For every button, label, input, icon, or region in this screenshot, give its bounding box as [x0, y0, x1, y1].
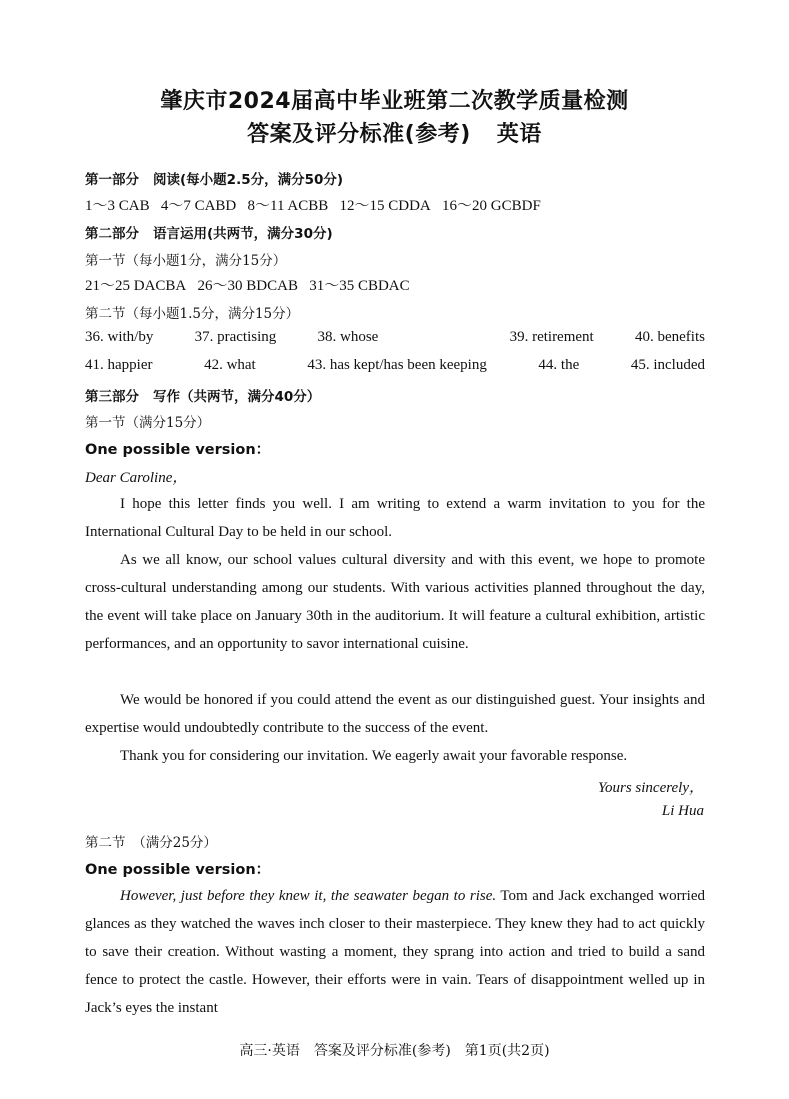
grammar-answer: 38. whose [317, 329, 379, 345]
subtitle-subject: 英语 [496, 122, 542, 147]
page-footer: 高三·英语 答案及评分标准(参考) 第1页(共2页) [239, 1043, 550, 1059]
part3-section2-heading: 第二节 （满分25分） [85, 835, 217, 851]
cloze-answer: 26～30 BDCAB [197, 278, 298, 294]
reading-answer: 1～3 CAB [85, 198, 150, 214]
grammar-answer: 39. retirement [509, 329, 594, 345]
reading-answers [85, 194, 541, 215]
letter-salutation: Dear Caroline， [85, 470, 188, 486]
version-label: One possible version： [85, 442, 271, 458]
story-continuation [85, 882, 705, 1022]
part3-label: 第三部分 [85, 389, 139, 405]
part2-section1-heading: 第一节（每小题1分，满分15分） [85, 253, 287, 269]
reading-answer: 4～7 CABD [160, 198, 237, 214]
cloze-answer: 21～25 DACBA [85, 278, 187, 294]
story-opening-sentence: However, just before they knew it, the seawater began to rise. [120, 888, 497, 904]
grammar-answer: 43. has kept/has been keeping [307, 357, 487, 373]
reading-answer: 8～11 ACBB [247, 198, 329, 214]
grammar-answer: 40. benefits [634, 329, 705, 345]
letter-paragraph: I hope this letter finds you well. I am writing to extend a warm invitation to you for the International Cultural Day to be held in our school. [85, 496, 705, 540]
part1-heading [85, 168, 343, 188]
part3-heading [85, 385, 320, 405]
reading-answer: 12～15 CDDA [339, 198, 431, 214]
letter-closing: Yours sincerely， [598, 780, 704, 796]
part3-title: 写作（共两节，满分40分） [153, 389, 321, 405]
version-label: One possible version： [85, 862, 271, 878]
part1-label: 第一部分 [85, 172, 139, 188]
document-subtitle [0, 117, 789, 148]
grammar-answer: 37. practising [194, 329, 277, 345]
grammar-answers-row1 [85, 329, 705, 346]
grammar-answer: 36. with/by [85, 329, 154, 345]
subtitle-answer-key: 答案及评分标准(参考) [247, 122, 471, 147]
story-text: Tom and Jack exchanged worried glances as they watched the waves inch closer to their masterpiece. They knew they had to act quickly to save their creation. Without wasting a moment, they sprang into action and tried to build a sand fence to protect the castle. However, their efforts were in vain. Tears of disappointment welled up in Jack’s eyes the instant [85, 888, 705, 1016]
part2-title: 语言运用(共两节，满分30分) [153, 226, 333, 242]
grammar-answer: 42. what [204, 357, 256, 373]
cloze-answer: 31～35 CBDAC [309, 278, 410, 294]
letter-paragraph: We would be honored if you could attend the event as our distinguished guest. Your insights and expertise would undoubtedly contribute to the success of the event. [85, 692, 705, 736]
grammar-answers-row2 [85, 357, 705, 374]
grammar-answer: 41. happier [85, 357, 153, 373]
grammar-answer: 45. included [630, 357, 705, 373]
part2-section2-heading: 第二节（每小题1.5分，满分15分） [85, 306, 300, 322]
letter-signature: Li Hua [661, 803, 704, 819]
part3-section1-heading: 第一节（满分15分） [85, 415, 211, 431]
grammar-answer: 44. the [538, 357, 580, 373]
document-title: 肇庆市2024届高中毕业班第二次教学质量检测 [160, 89, 629, 114]
cloze-answers [85, 274, 410, 295]
letter-paragraph: As we all know, our school values cultural diversity and with this event, we hope to promote cross-cultural understanding among our students. With various activities planned throughout the day, the event will take place on January 30th in the auditorium. It will feature a cultural exhibition, artistic performances, and an opportunity to savor international cuisine. [85, 552, 705, 652]
part2-label: 第二部分 [85, 226, 139, 242]
part1-title: 阅读(每小题2.5分，满分50分) [153, 172, 344, 188]
part2-heading [85, 222, 333, 242]
letter-paragraph: Thank you for considering our invitation. We eagerly await your favorable response. [120, 748, 628, 764]
reading-answer: 16～20 GCBDF [442, 198, 541, 214]
